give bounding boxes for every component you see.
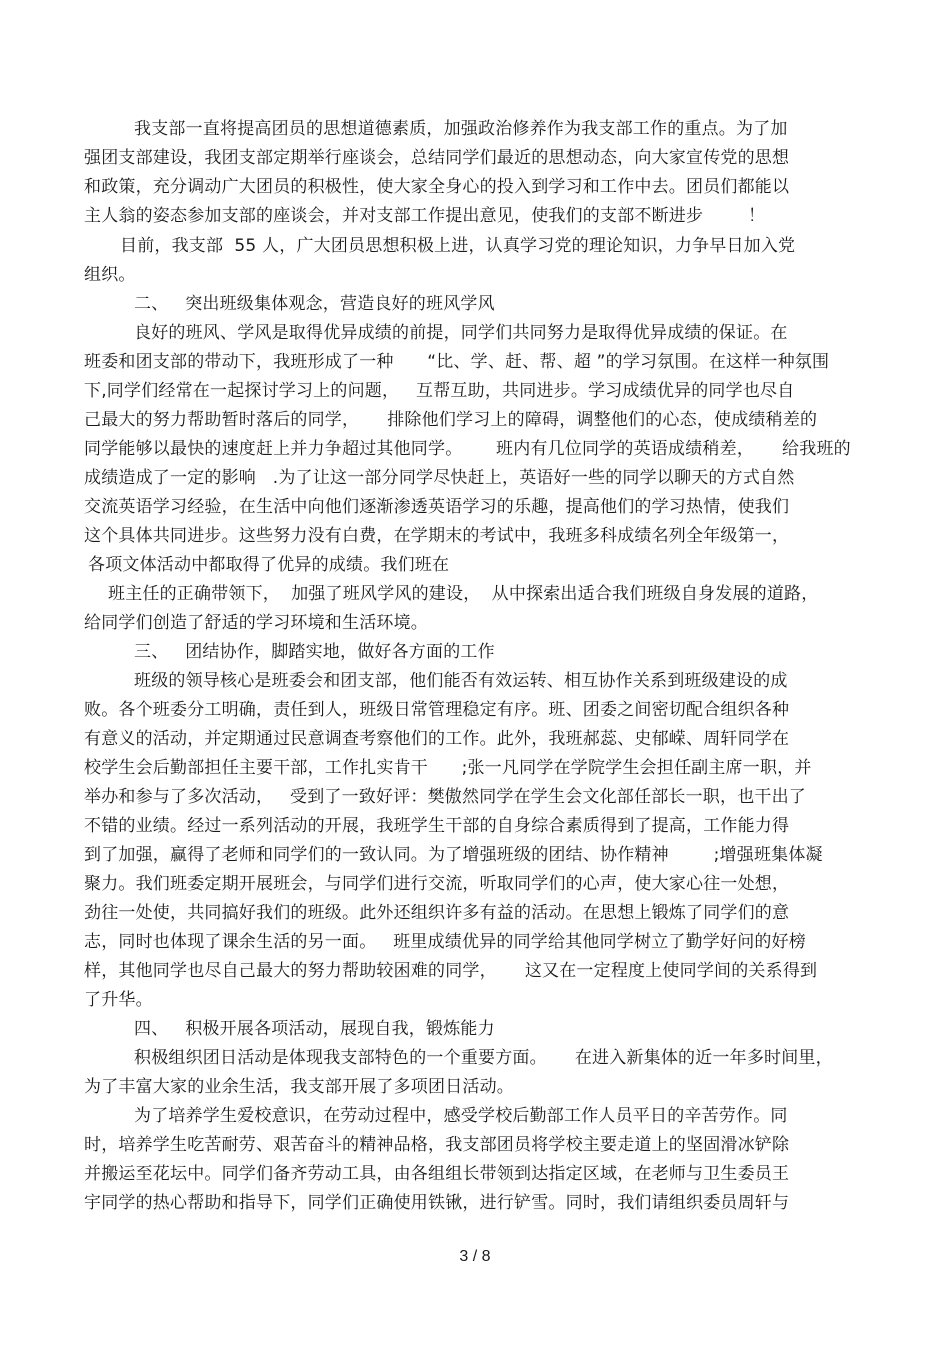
text-line: 聚力。我们班委定期开展班会，与同学们进行交流，听取同学们的心声，使大家心往一处想，: [84, 874, 790, 894]
text-line: 了升华。: [84, 990, 153, 1010]
text-line: 成绩造成了一定的影响 .为了让这一部分同学尽快赶上，英语好一些的同学以聊天的方式自然: [84, 468, 795, 488]
text-line: 举办和参与了多次活动， 受到了一致好评：樊傲然同学在学生会文化部任部长一职，也干出了: [84, 787, 807, 807]
text-line: 下,同学们经常在一起探讨学习上的问题， 互帮互助，共同进步。学习成绩优异的同学也尽自: [84, 381, 795, 401]
text-line: 给同学们创造了舒适的学习环境和生活环境。: [84, 613, 428, 633]
text-line: 班主任的正确带领下， 加强了班风学风的建设， 从中探索出适合我们班级自身发展的道路，: [108, 584, 819, 604]
text-line: 这个具体共同进步。这些努力没有白费，在学期末的考试中，我班多科成绩名列全年级第一，: [84, 526, 790, 546]
page-number: 3 / 8: [459, 1248, 491, 1265]
text-line: 和政策，充分调动广大团员的积极性，使大家全身心的投入到学习和工作中去。团员们都能以: [84, 177, 790, 197]
text-line: 校学生会后勤部担任主要干部，工作扎实肯干 ;张一凡同学在学院学生会担任副主席一职，并: [84, 758, 812, 778]
text-line: 组织。: [84, 265, 136, 285]
text-line: 败。各个班委分工明确，责任到人，班级日常管理稳定有序。班、团委之间密切配合组织各种: [84, 700, 790, 720]
section-heading: 三、 团结协作，脚踏实地，做好各方面的工作: [134, 642, 495, 662]
text-line: 到了加强，赢得了老师和同学们的一致认同。为了增强班级的团结、协作精神 ;增强班集体凝: [84, 845, 823, 865]
text-line: 良好的班风、学风是取得优异成绩的前提，同学们共同努力是取得优异成绩的保证。在: [134, 323, 788, 343]
text-line: 劲往一处使，共同搞好我们的班级。此外还组织许多有益的活动。在思想上锻炼了同学们的意: [84, 903, 790, 923]
text-line: 班级的领导核心是班委会和团支部，他们能否有效运转、相互协作关系到班级建设的成: [134, 671, 788, 691]
text-line: 目前，我支部 55 人，广大团员思想积极上进，认真学习党的理论知识，力争早日加入党: [120, 236, 796, 256]
text-line: 有意义的活动，并定期通过民意调查考察他们的工作。此外，我班郝蕊、史郁嵘、周轩同学在: [84, 729, 790, 749]
text-line: 样，其他同学也尽自己最大的努力帮助较困难的同学， 这又在一定程度上使同学间的关系得到: [84, 961, 818, 981]
text-line: 并搬运至花坛中。同学们备齐劳动工具，由各组组长带领到达指定区域，在老师与卫生委员王: [84, 1164, 790, 1184]
text-line: 积极组织团日活动是体现我支部特色的一个重要方面。 在进入新集体的近一年多时间里，: [134, 1048, 833, 1068]
text-line: 各项文体活动中都取得了优异的成绩。我们班在: [88, 555, 450, 575]
text-line: 时，培养学生吃苦耐劳、艰苦奋斗的精神品格，我支部团员将学校主要走道上的坚固滑冰铲除: [84, 1135, 790, 1155]
section-heading: 二、 突出班级集体观念，营造良好的班风学风: [134, 294, 495, 314]
text-line: 为了培养学生爱校意识，在劳动过程中，感受学校后勤部工作人员平日的辛苦劳作。同: [134, 1106, 788, 1126]
text-line: 班委和团支部的带动下，我班形成了一种 “比、学、赶、帮、超 ”的学习氛围。在这样一种氛围: [84, 352, 830, 372]
text-line: 同学能够以最快的速度赶上并力争超过其他同学。 班内有几位同学的英语成绩稍差， 给我班的: [84, 439, 851, 459]
text-line: 我支部一直将提高团员的思想道德素质，加强政治修养作为我支部工作的重点。为了加: [134, 119, 788, 139]
text-line: 宇同学的热心帮助和指导下，同学们正确使用铁锹，进行铲雪。同时，我们请组织委员周轩与: [84, 1193, 790, 1213]
text-line: 己最大的努力帮助暂时落后的同学， 排除他们学习上的障碍，调整他们的心态，使成绩稍差的: [84, 410, 818, 430]
text-line: 不错的业绩。经过一系列活动的开展，我班学生干部的自身综合素质得到了提高，工作能力得: [84, 816, 790, 836]
text-line: 为了丰富大家的业余生活，我支部开展了多项团日活动。: [84, 1077, 514, 1097]
text-line: 强团支部建设，我团支部定期举行座谈会，总结同学们最近的思想动态，向大家宣传党的思想: [84, 148, 790, 168]
text-line: 主人翁的姿态参加支部的座谈会，并对支部工作提出意见，使我们的支部不断进步 ！: [84, 206, 766, 226]
text-line: 志，同时也体现了课余生活的另一面。 班里成绩优异的同学给其他同学树立了勤学好问的好榜: [84, 932, 807, 952]
text-line: 交流英语学习经验，在生活中向他们逐渐渗透英语学习的乐趣，提高他们的学习热情，使我们: [84, 497, 790, 517]
section-heading: 四、 积极开展各项活动，展现自我，锻炼能力: [134, 1019, 495, 1039]
